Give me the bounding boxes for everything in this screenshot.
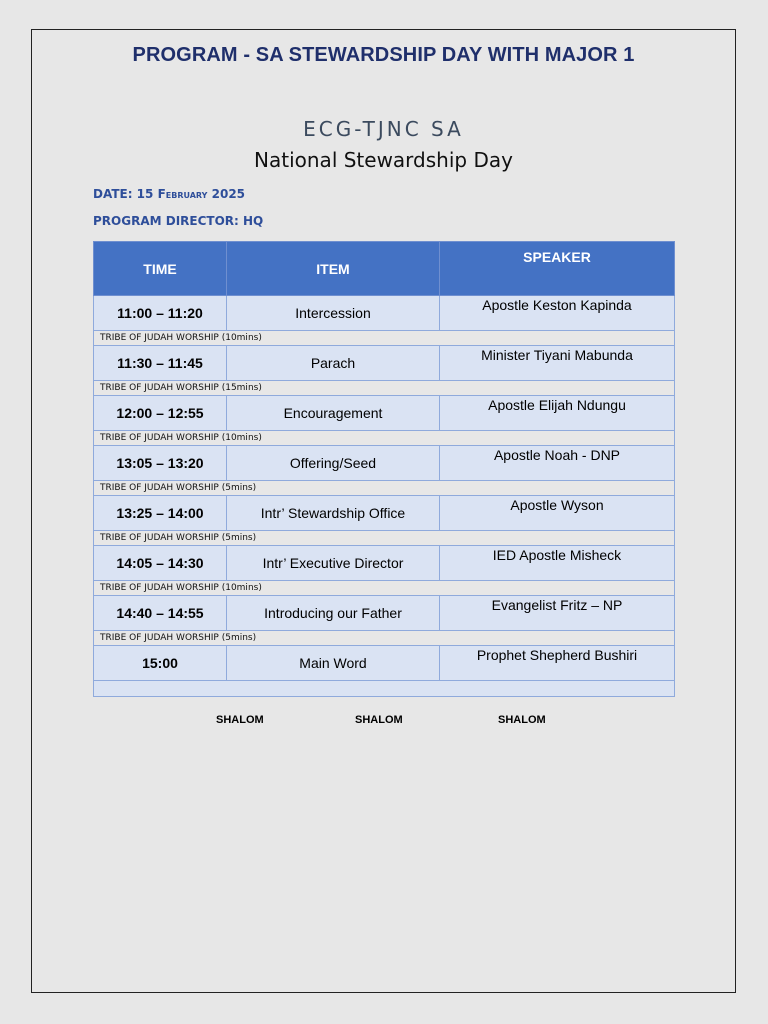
- date-value: February 2025: [157, 187, 246, 201]
- speaker-header: SPEAKER: [440, 242, 675, 296]
- worship-cell: TRIBE OF JUDAH WORSHIP (10mins): [94, 331, 675, 346]
- table-row: [94, 446, 675, 481]
- shalom-text-3: SHALOM: [498, 714, 546, 726]
- worship-row: [94, 381, 675, 396]
- item-header: ITEM: [227, 242, 440, 296]
- blank-row: [94, 681, 675, 697]
- time-header: TIME: [94, 242, 227, 296]
- item-cell: Intercession: [227, 296, 440, 331]
- table-header-row: [94, 242, 675, 296]
- blank-cell: [94, 681, 675, 697]
- speaker-cell: Prophet Shepherd Bushiri: [440, 646, 675, 681]
- shalom-text-2: SHALOM: [355, 714, 403, 726]
- time-cell: 15:00: [94, 646, 227, 681]
- worship-row: [94, 331, 675, 346]
- speaker-cell: Apostle Keston Kapinda: [440, 296, 675, 331]
- shalom-text-1: SHALOM: [216, 714, 264, 726]
- worship-row: [94, 481, 675, 496]
- time-cell: 14:05 – 14:30: [94, 546, 227, 581]
- item-cell: Introducing our Father: [227, 596, 440, 631]
- worship-cell: TRIBE OF JUDAH WORSHIP (5mins): [94, 481, 675, 496]
- date-label: DATE: 15: [93, 187, 158, 201]
- date-line: [93, 187, 245, 201]
- page-title: PROGRAM - SA STEWARDSHIP DAY WITH MAJOR 1: [132, 44, 635, 66]
- speaker-cell: Apostle Wyson: [440, 496, 675, 531]
- table-row: [94, 296, 675, 331]
- speaker-cell: IED Apostle Misheck: [440, 546, 675, 581]
- item-cell: Intr’ Executive Director: [227, 546, 440, 581]
- time-cell: 13:25 – 14:00: [94, 496, 227, 531]
- table-row: [94, 346, 675, 381]
- speaker-cell: Evangelist Fritz – NP: [440, 596, 675, 631]
- program-director: PROGRAM DIRECTOR: HQ: [93, 214, 264, 228]
- item-cell: Main Word: [227, 646, 440, 681]
- program-table: [93, 241, 675, 697]
- speaker-cell: Apostle Noah - DNP: [440, 446, 675, 481]
- worship-cell: TRIBE OF JUDAH WORSHIP (10mins): [94, 581, 675, 596]
- table-row: [94, 646, 675, 681]
- item-cell: Parach: [227, 346, 440, 381]
- time-cell: 12:00 – 12:55: [94, 396, 227, 431]
- document-page: [31, 29, 736, 993]
- time-cell: 11:00 – 11:20: [94, 296, 227, 331]
- speaker-cell: Apostle Elijah Ndungu: [440, 396, 675, 431]
- item-cell: Intr’ Stewardship Office: [227, 496, 440, 531]
- worship-row: [94, 431, 675, 446]
- worship-row: [94, 631, 675, 646]
- table-row: [94, 396, 675, 431]
- speaker-cell: Minister Tiyani Mabunda: [440, 346, 675, 381]
- table-row: [94, 496, 675, 531]
- time-cell: 14:40 – 14:55: [94, 596, 227, 631]
- worship-cell: TRIBE OF JUDAH WORSHIP (5mins): [94, 531, 675, 546]
- organization-name: ECG-TJNC SA: [303, 117, 464, 141]
- worship-cell: TRIBE OF JUDAH WORSHIP (5mins): [94, 631, 675, 646]
- worship-row: [94, 531, 675, 546]
- time-cell: 13:05 – 13:20: [94, 446, 227, 481]
- item-cell: Encouragement: [227, 396, 440, 431]
- worship-row: [94, 581, 675, 596]
- time-cell: 11:30 – 11:45: [94, 346, 227, 381]
- table-row: [94, 546, 675, 581]
- item-cell: Offering/Seed: [227, 446, 440, 481]
- worship-cell: TRIBE OF JUDAH WORSHIP (10mins): [94, 431, 675, 446]
- table-row: [94, 596, 675, 631]
- event-name: National Stewardship Day: [254, 148, 513, 172]
- worship-cell: TRIBE OF JUDAH WORSHIP (15mins): [94, 381, 675, 396]
